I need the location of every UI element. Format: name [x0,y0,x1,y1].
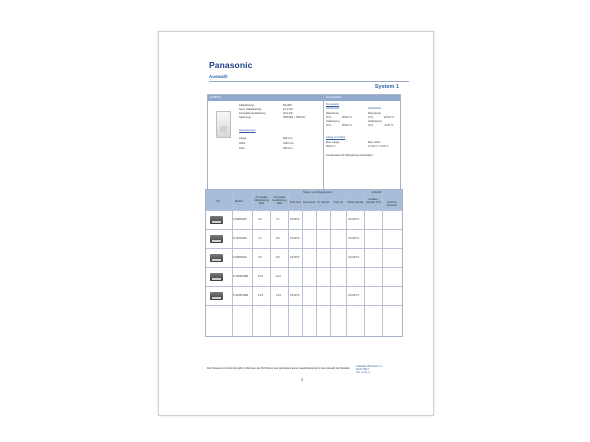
system-title: System 1 [374,84,399,90]
table-row [206,210,402,230]
control-code: CZ-RTC [290,294,300,297]
model-name: S-60PN1E5 [233,218,247,221]
spec-label: Sens. Kälteleistung [239,108,262,111]
spec-box [207,94,401,201]
cool-cap: 7.1 [258,237,262,240]
cassette-unit-icon [210,254,223,262]
document-page [158,31,434,416]
cool-value: 35.00 °C [342,124,353,127]
dim-value: 920 mm [283,137,293,140]
heat-param: (TC) [368,124,374,127]
heat-param: (TC) [368,116,374,119]
cooling-label: Kühlbetrieb [326,107,340,110]
footnote: Die Panasonic GmbH übergibt im Rahmen der Richtlinien des Herstellers keine Gewährleistung für die Auswahl der Modelle. [207,367,351,370]
spec-value: 60 kWh [283,104,292,107]
pipe-value: ±7.00 m / -6.00 m [368,145,389,148]
accessory-code: CZ-KPY3 [348,218,359,221]
heat-value: 20.00 °C [384,116,395,119]
spec-value: 22.4 kW [283,112,293,115]
cassette-unit-icon [210,273,223,281]
indoor-unit-image [216,111,231,138]
cool-cap: 9.0 [258,256,262,259]
dim-label: Tiefe [239,147,245,150]
dim-label: Länge [239,137,247,140]
heat-value: -6.00 °C [384,124,394,127]
dim-value: 780 mm [283,147,293,150]
pipe-title: Länge und Höhe [326,136,346,139]
pipe-value: 35.00 m [326,145,336,148]
cool-value: 35.00 °C [342,116,353,119]
table-row [206,267,402,287]
sub-header: Auslass-verteiler (TC) [365,198,382,205]
col-typ: Typ [216,200,221,203]
heat-param: Raumtemp. [368,112,382,115]
sub-header: Inver-ter [333,201,344,204]
cassette-unit-icon [210,292,223,300]
sub-header: Kr. Sensor [317,201,330,204]
heat-cap: 11.2 [276,275,281,278]
control-code: CZ-RTC [290,218,300,221]
header-rule [209,81,409,82]
model-name: S-100PN1E5 [233,275,249,278]
control-code: CZ-RTC [290,256,300,259]
cool-param: Außentemp. [326,120,341,123]
heat-cap: 9.6 [276,256,280,259]
heat-cap: 8.0 [276,237,280,240]
accessory-code: CZ-KPY3 [348,237,359,240]
cool-param: (TC) [326,116,332,119]
brand-logo: Panasonic [209,60,253,70]
dimensions-title: Abmessungen [239,129,256,132]
document-meta [356,365,384,374]
dim-label: Höhe [239,142,246,145]
model-name: S-125PN1E5 [233,294,249,297]
spec-right-header: Innenbedarfe [326,96,342,99]
cool-param: (TC) [326,124,332,127]
heat-cap: 7.1 [276,218,280,221]
col-cool: Kompakte Kälteleistung (kW) [254,196,269,206]
pipe-param: Max. Höhe [368,141,381,144]
spec-value: 400V/3N + N/50 Hz [283,116,306,119]
spec-value: 10.1 kW [283,108,293,111]
cool-cap: 12.5 [258,294,264,297]
spec-label: Spannung [239,116,251,119]
cool-param: Raumtemp. [326,112,340,115]
spec-divider [323,95,324,200]
cool-cap: 10.0 [258,275,264,278]
spec-label: Kälteleistung [239,104,254,107]
meta-line: 22.07.2017 [356,368,369,372]
table-row-end [206,305,402,325]
pipe-param: Max. Länge [326,141,340,144]
sub-header: Seiten-blende [347,201,364,204]
heat-param: Außentemp. [368,120,383,123]
page-number: 2 [301,377,304,382]
heating-label: Heizbetrieb [368,107,382,110]
sub-header: Zeit-steuer. [303,201,316,204]
model-name: S-71PN1E5 [233,237,247,240]
table-row [206,286,402,306]
section-subtitle: Auswahl [209,74,228,79]
col-control: Steuer- und Regelsystem [303,191,333,194]
dim-value: 1540 mm [283,142,294,145]
heat-cap: 14.0 [276,294,282,297]
spec-header-left [208,95,323,101]
cool-cap: 6.0 [258,218,262,221]
col-heat: Kompakte Heizleistung (kW) [272,196,287,206]
temperature-title: Temperatur [326,103,340,106]
accessory-code: CZ-KPY3 [348,294,359,297]
col-accessory: Zubehör [372,191,382,194]
spec-label: Kompakte Heizleistung [239,112,266,115]
model-name: S-90PN1E5 [233,256,247,259]
control-code: CZ-RTC [290,237,300,240]
cassette-unit-icon [210,216,223,224]
meta-line: Ver. 2.1.0_2 [356,371,370,375]
accessory-code: CZ-KPY3 [348,256,359,259]
table-row [206,248,402,268]
spec-note: Kondensator für Abkopplung einschalten [326,154,373,157]
table-row [206,229,402,249]
sub-header: Fern-bed. [289,201,302,204]
cassette-unit-icon [210,235,223,243]
spec-model: S-60KLD [210,96,221,99]
model-table [205,189,403,337]
sub-header: Externe Fernbed. [386,201,398,208]
meta-line: Leitstelle 48 Power: In... [356,365,384,368]
col-model: Modell [235,200,243,203]
